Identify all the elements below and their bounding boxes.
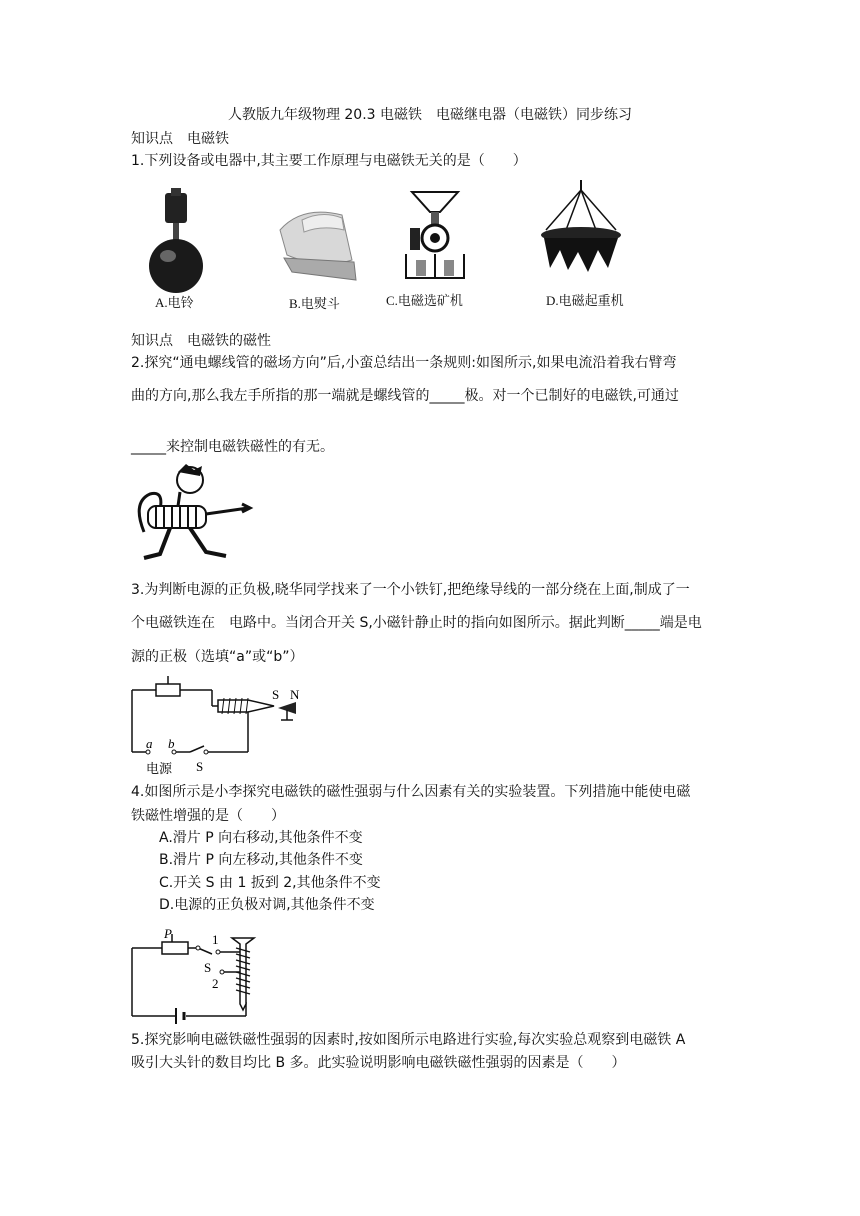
compass-s-label: S [272, 687, 280, 702]
magnetic-separator-image [404, 190, 466, 290]
section-heading: 知识点 电磁铁 [131, 131, 229, 147]
electric-iron-image [272, 200, 362, 290]
page-title: 人教版九年级物理 20.3 电磁铁 电磁继电器（电磁铁）同步练习 [227, 107, 633, 123]
terminal-b-label: b [168, 736, 175, 751]
question-3-line: 源的正极（选填“a”或“b”） [131, 649, 304, 665]
question-2-line: _____来控制电磁铁磁性的有无。 [131, 439, 334, 455]
switch-label: S [196, 759, 204, 774]
question-2-line: 曲的方向,那么我左手所指的那一端就是螺线管的_____极。对一个已制好的电磁铁,可通过 [131, 388, 679, 404]
switch-s-label: S [204, 960, 212, 975]
q3-circuit-diagram [128, 670, 318, 780]
question-5-line: 5.探究影响电磁铁磁性强弱的因素时,按如图所示电路进行实验,每次实验总观察到电磁铁 A [131, 1032, 686, 1048]
terminal-a-label: a [146, 736, 153, 751]
question-2-line: 2.探究“通电螺线管的磁场方向”后,小蛮总结出一条规则:如图所示,如果电流沿着我右臂弯 [131, 355, 677, 371]
option-b-caption: B.电熨斗 [289, 296, 340, 311]
section-heading: 知识点 电磁铁的磁性 [131, 333, 271, 349]
question-1-stem: 1.下列设备或电器中,其主要工作原理与电磁铁无关的是（ ） [131, 153, 527, 169]
cartoon-solenoid-figure [130, 462, 255, 567]
question-3-line: 个电磁铁连在 电路中。当闭合开关 S,小磁针静止时的指向如图所示。据此判断_____端是电 [131, 615, 702, 631]
question-3-line: 3.为判断电源的正负极,晓华同学找来了一个小铁钉,把绝缘导线的一部分绕在上面,制成了一 [131, 582, 690, 598]
slider-p-label: P [164, 926, 172, 941]
option-b: B.滑片 P 向左移动,其他条件不变 [159, 852, 363, 868]
q4-circuit-diagram [128, 922, 260, 1024]
contact-2-label: 2 [212, 976, 219, 991]
power-source-label: 电源 [146, 761, 173, 776]
option-d-caption: D.电磁起重机 [546, 293, 624, 308]
electromagnetic-crane-image [536, 180, 626, 275]
question-5-line: 吸引大头针的数目均比 B 多。此实验说明影响电磁铁磁性强弱的因素是（ ） [131, 1055, 626, 1071]
compass-n-label: N [290, 687, 300, 702]
electric-bell-image [140, 188, 210, 300]
question-4-line: 4.如图所示是小李探究电磁铁的磁性强弱与什么因素有关的实验装置。下列措施中能使电磁 [131, 784, 691, 800]
option-a: A.滑片 P 向右移动,其他条件不变 [159, 830, 363, 846]
contact-1-label: 1 [212, 932, 219, 947]
option-c-caption: C.电磁选矿机 [386, 293, 463, 308]
option-a-caption: A.电铃 [155, 295, 194, 310]
option-d: D.电源的正负极对调,其他条件不变 [159, 897, 375, 913]
option-c: C.开关 S 由 1 扳到 2,其他条件不变 [159, 875, 381, 891]
question-4-line: 铁磁性增强的是（ ） [131, 808, 285, 824]
